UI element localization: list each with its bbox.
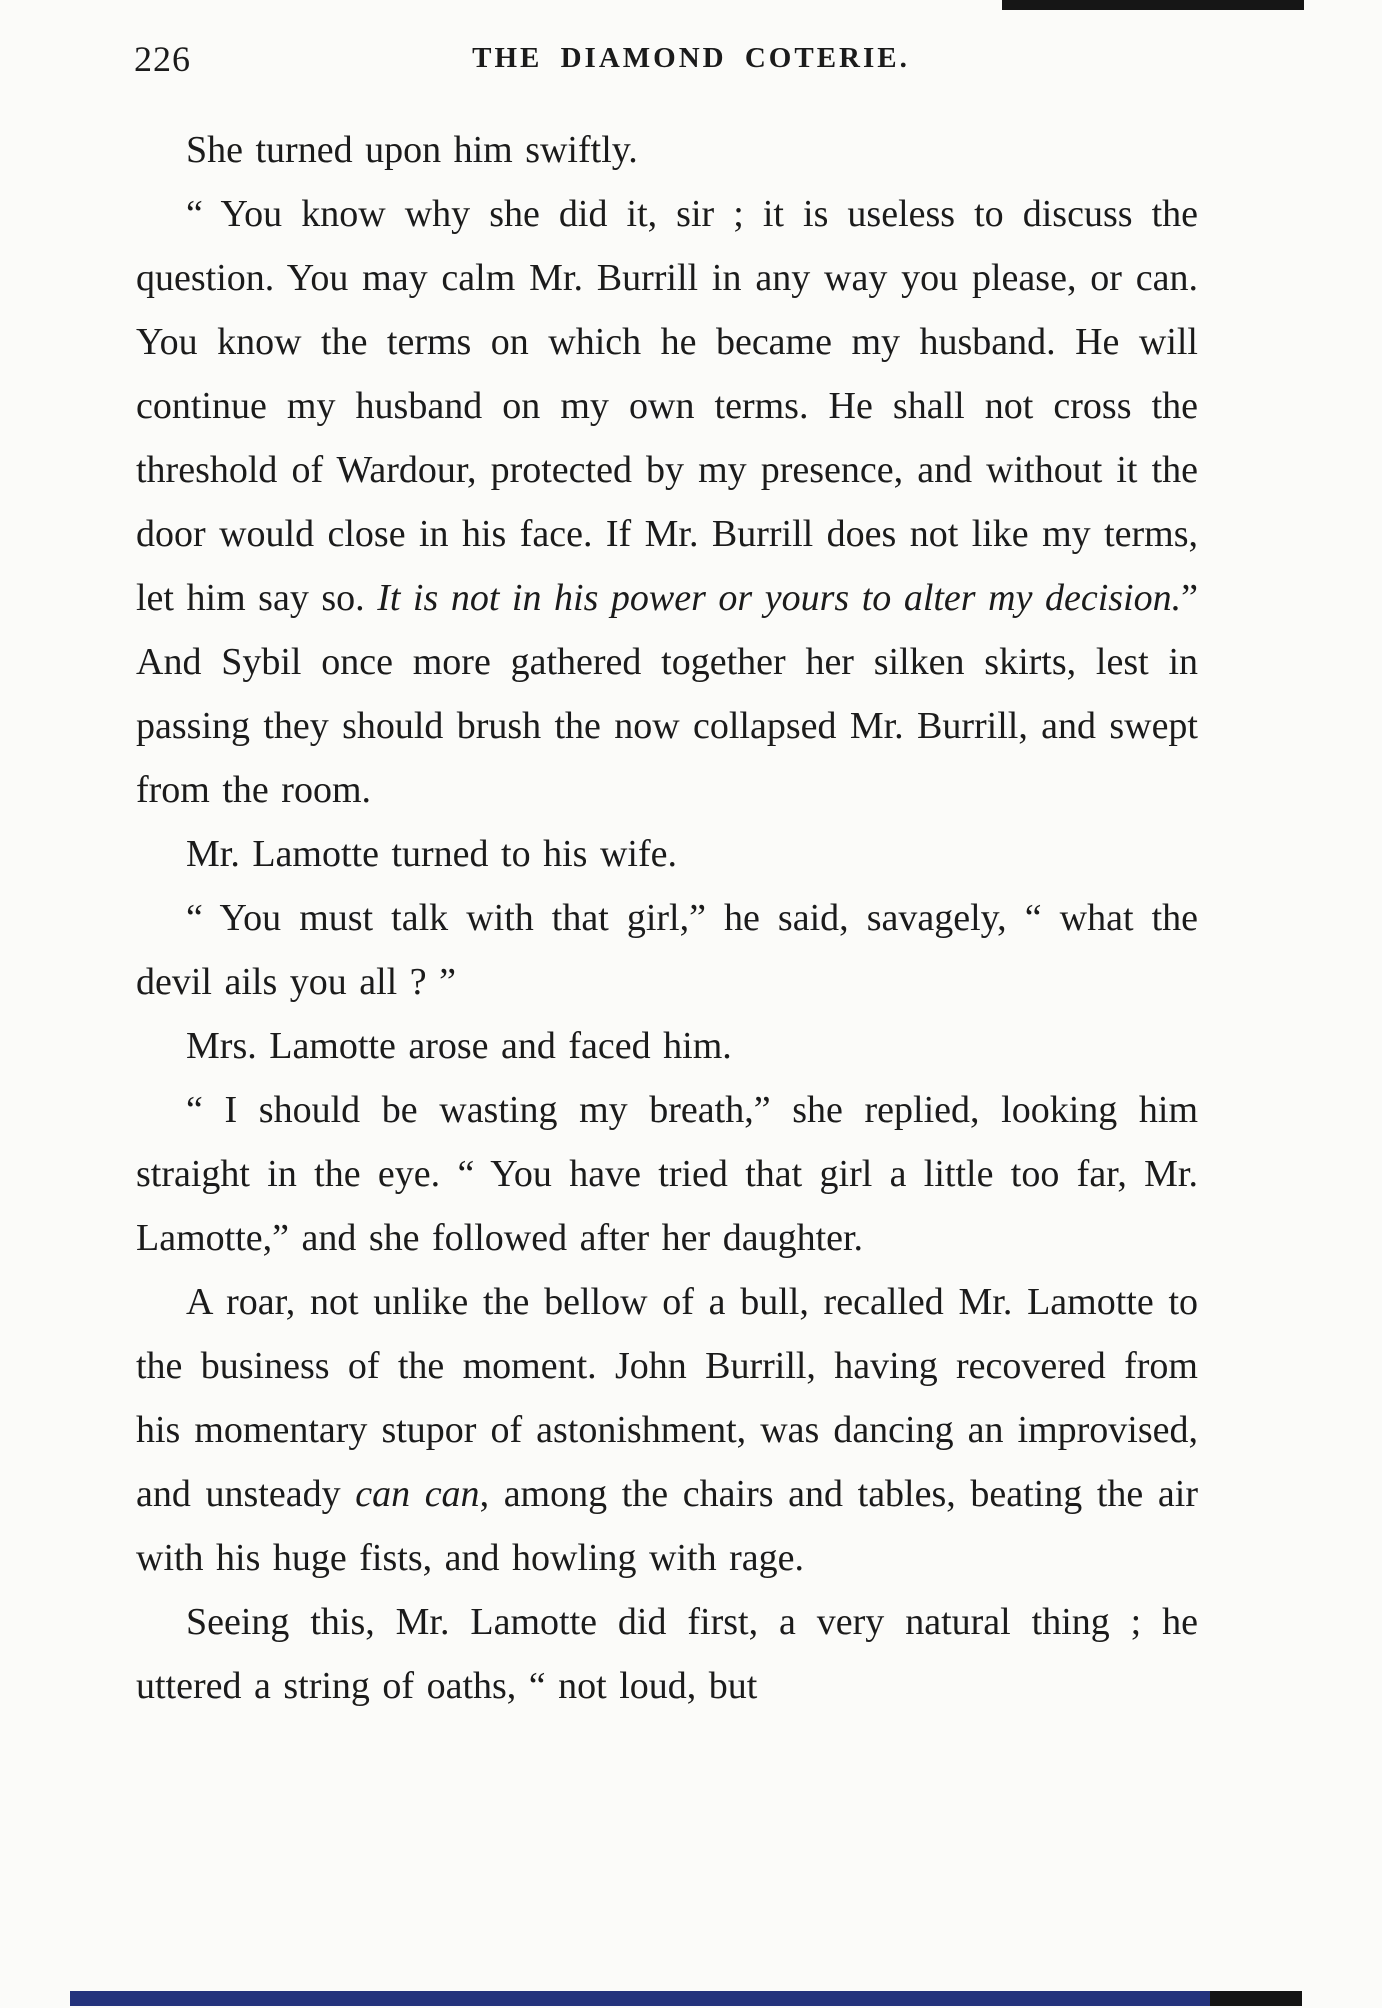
scan-artifact-bottom-blue — [70, 1991, 1210, 2006]
paragraph — [136, 1078, 1198, 1270]
paragraph — [136, 182, 1198, 822]
text-run: , among the chairs and tables, beating the air with his huge fists, and howling with rage. — [136, 1473, 1198, 1579]
text-run-italic: can can — [355, 1473, 480, 1515]
paragraph — [136, 1270, 1198, 1590]
body-text — [136, 118, 1198, 1718]
paragraph — [136, 1590, 1198, 1718]
page-number: 226 — [134, 39, 191, 79]
paragraph — [136, 118, 1198, 182]
page-header — [0, 38, 1382, 98]
text-run: “ You must talk with that girl,” he said, savagely, “ what the devil ails you all ? ” — [136, 897, 1198, 1003]
text-run-italic: It is not in his power or yours to alter my decision. — [377, 577, 1182, 619]
text-run: Seeing this, Mr. Lamotte did first, a very natural thing ; he uttered a string of oaths, “ not loud, but — [136, 1601, 1198, 1707]
text-run: “ I should be wasting my breath,” she replied, looking him straight in the eye. “ You have tried that girl a little too far, Mr. Lamotte,” and she followed after her daughter. — [136, 1089, 1198, 1259]
scan-artifact-bottom-black — [1210, 1991, 1302, 2006]
running-title: THE DIAMOND COTERIE. — [472, 42, 910, 74]
text-run: ” And Sybil once more gathered together her silken skirts, lest in passing they should brush the now collapsed Mr. Burrill, and swept from the room. — [136, 577, 1198, 811]
scan-artifact-top — [1002, 0, 1304, 10]
text-run: “ You know why she did it, sir ; it is useless to discuss the question. You may calm Mr. Burrill in any way you please, or can. You know the terms on which he became my husband. He will continue my husband on my own terms. He shall not cross the threshold of Wardour, protected by my presence, and without it the door would close in his face. If Mr. Burrill does not like my terms, let him say so. — [136, 193, 1198, 619]
text-run: A roar, not unlike the bellow of a bull, recalled Mr. Lamotte to the business of the moment. John Burrill, having recovered from his momentary stupor of astonishment, was dancing an improvised, and unsteady — [136, 1281, 1198, 1515]
text-run: She turned upon him swiftly. — [186, 129, 638, 171]
text-run: Mrs. Lamotte arose and faced him. — [186, 1025, 732, 1067]
paragraph — [136, 1014, 1198, 1078]
text-run: Mr. Lamotte turned to his wife. — [186, 833, 677, 875]
paragraph — [136, 822, 1198, 886]
paragraph — [136, 886, 1198, 1014]
